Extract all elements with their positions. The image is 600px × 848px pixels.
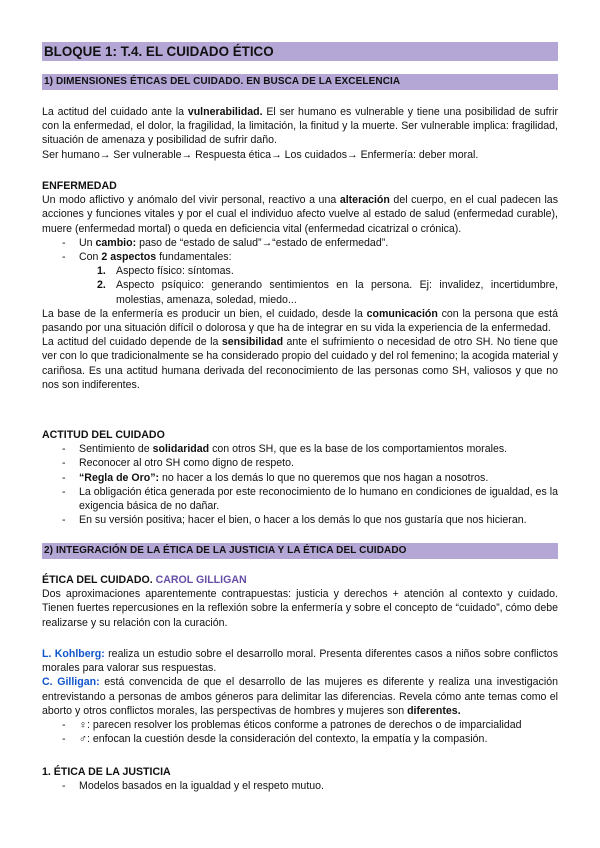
- text: Aspecto físico: síntomas.: [116, 265, 234, 278]
- emphasis: “Regla de Oro”:: [79, 471, 160, 484]
- author-name: C. Gilligan:: [42, 676, 100, 689]
- text: realiza un estudio sobre el desarrollo moral. Presenta diferentes casos a niños sobre conflictos morales para valorar sus respuestas.: [42, 648, 558, 675]
- text: con la persona que está pasando por una situación difícil o dolorosa y que ha de integrar en su vida la experiencia de la enfermedad.: [42, 307, 558, 335]
- author-name: L. Kohlberg:: [42, 648, 105, 660]
- text: del cuerpo, en el cual padecen las acciones y funciones vitales y por el cual el individuo afecto vuelve al estado de salud (enfermedad curable), muere (enfermedad mortal) o queda en deficiencia vital (enfermedad cicatrizal o crónica).: [42, 194, 558, 235]
- emphasis: alteración: [339, 194, 390, 207]
- etica-justicia-title: 1. ÉTICA DE LA JUSTICIA: [42, 766, 171, 778]
- list-item: [42, 250, 558, 264]
- list-item: [42, 471, 558, 485]
- page-title: BLOQUE 1: T.4. EL CUIDADO ÉTICO: [42, 42, 558, 61]
- list-item: [42, 442, 558, 456]
- emphasis: vulnerabilidad.: [187, 106, 263, 118]
- emphasis: cambio:: [95, 236, 137, 249]
- emphasis: diferentes.: [407, 704, 461, 717]
- etica-justicia-block: [42, 765, 558, 793]
- gender-list: [42, 718, 558, 746]
- gilligan-paragraph: [42, 675, 558, 718]
- list-item: - ♂: enfocan la cuestión desde la consideración del contexto, la empatía y la compasión.: [42, 732, 558, 746]
- authors-block: [42, 647, 558, 746]
- paragraph: [42, 335, 558, 392]
- list-item: [42, 278, 558, 306]
- item-number: 2.: [97, 279, 106, 292]
- section1-heading: 1) DIMENSIONES ÉTICAS DEL CUIDADO. EN BUSCA DE LA EXCELENCIA: [42, 74, 558, 90]
- enfermedad-definition: [42, 193, 558, 236]
- chain-line: Ser humano→ Ser vulnerable→ Respuesta ética→ Los cuidados→ Enfermería: deber moral.: [42, 148, 479, 161]
- text: La actitud del cuidado depende de la: [42, 336, 222, 349]
- justicia-list: [42, 779, 558, 793]
- enfermedad-list: [42, 236, 558, 264]
- text: ÉTICA DEL CUIDADO.: [42, 574, 156, 586]
- text: El ser humano es vulnerable y tiene una posibilidad de sufrir con la enfermedad, el dolor, la fragilidad, la limitación, la finitud y la muerte. Ser vulnerable implica: fragilidad, situación de amenaza y posibilidad de sufrir daño.: [42, 106, 559, 147]
- author-name: CAROL GILLIGAN: [155, 574, 247, 586]
- list-item: - Reconocer al otro SH como digno de respeto.: [42, 456, 558, 470]
- section1-intro: [42, 105, 558, 162]
- emphasis: 2 aspectos: [101, 251, 157, 264]
- aspects-list: [42, 264, 558, 307]
- item-number: 1.: [97, 265, 106, 278]
- list-item: - En su versión positiva; hacer el bien, o hacer a los demás lo que nos gustaría que nos hicieran.: [42, 513, 558, 527]
- text: Con: [79, 251, 102, 264]
- paragraph: Dos aproximaciones aparentemente contrapuestas: justicia y derechos + atención al contexto y cuidado. Tienen fuertes repercusiones en la reflexión sobre la enfermería y sobre el concepto de “cuidado”, cómo debe realizarse y su relación con la curación.: [42, 588, 558, 629]
- text: con otros SH, que es la base de los comportamientos morales.: [209, 443, 508, 456]
- kohlberg-paragraph: [42, 647, 558, 675]
- text: Un: [79, 236, 96, 249]
- etica-cuidado-block: [42, 573, 558, 630]
- text: La base de la enfermería es producir un bien, el cuidado, desde la: [42, 307, 367, 320]
- list-item: - La obligación ética generada por este reconocimiento de lo humano en condiciones de igualdad, es la exigencia básica de no dañar.: [42, 485, 558, 513]
- list-item: - ♀: parecen resolver los problemas éticos conforme a patrones de derechos o de imparcialidad: [42, 718, 558, 732]
- text: está convencida de que el desarrollo de las mujeres es diferente y realiza una investigación entrevistando a personas de ambos géneros para delimitar las diferencias. Revela cómo ante temas como el aborto y otros conflictos morales, las perspectivas de hombres y mujeres son: [42, 676, 558, 717]
- enfermedad-title: ENFERMEDAD: [42, 180, 117, 192]
- intro-paragraph: [42, 105, 558, 148]
- emphasis: sensibilidad: [221, 336, 284, 349]
- list-item: [42, 236, 558, 250]
- list-item: [42, 264, 558, 278]
- text: no hacer a los demás lo que no queremos que nos hagan a nosotros.: [159, 471, 489, 484]
- etica-cuidado-title: [42, 573, 558, 587]
- emphasis: solidaridad: [152, 443, 210, 456]
- text: paso de “estado de salud”→“estado de enfermedad”.: [136, 236, 389, 249]
- text: La actitud del cuidado ante la: [42, 106, 188, 118]
- emphasis: comunicación: [366, 307, 438, 320]
- list-item: - Modelos basados en la igualdad y el respeto mutuo.: [42, 779, 558, 793]
- actitud-list: [42, 442, 558, 527]
- text: Aspecto psíquico: generando sentimientos en la persona. Ej: invalidez, incertidumbre, molestias, amenaza, soledad, miedo...: [116, 279, 558, 306]
- enfermedad-block: [42, 179, 558, 392]
- text: Sentimiento de: [79, 443, 153, 456]
- actitud-title: ACTITUD DEL CUIDADO: [42, 429, 165, 441]
- text: ante el sufrimiento o necesidad de otro SH. No tiene que ver con lo que tradicionalmente se ha considerado propio del cuidado y del rol femenino; la acogida material y cariñosa. Es una actitud humana derivada del reconocimiento de las personas como SH, valiosos y que no nos son indiferentes.: [42, 336, 558, 391]
- text: Un modo aflictivo y anómalo del vivir personal, reactivo a una: [42, 194, 340, 207]
- paragraph: [42, 307, 558, 335]
- section2-heading: 2) INTEGRACIÓN DE LA ÉTICA DE LA JUSTICIA Y LA ÉTICA DEL CUIDADO: [42, 543, 558, 559]
- text: fundamentales:: [156, 251, 232, 264]
- actitud-block: [42, 428, 558, 527]
